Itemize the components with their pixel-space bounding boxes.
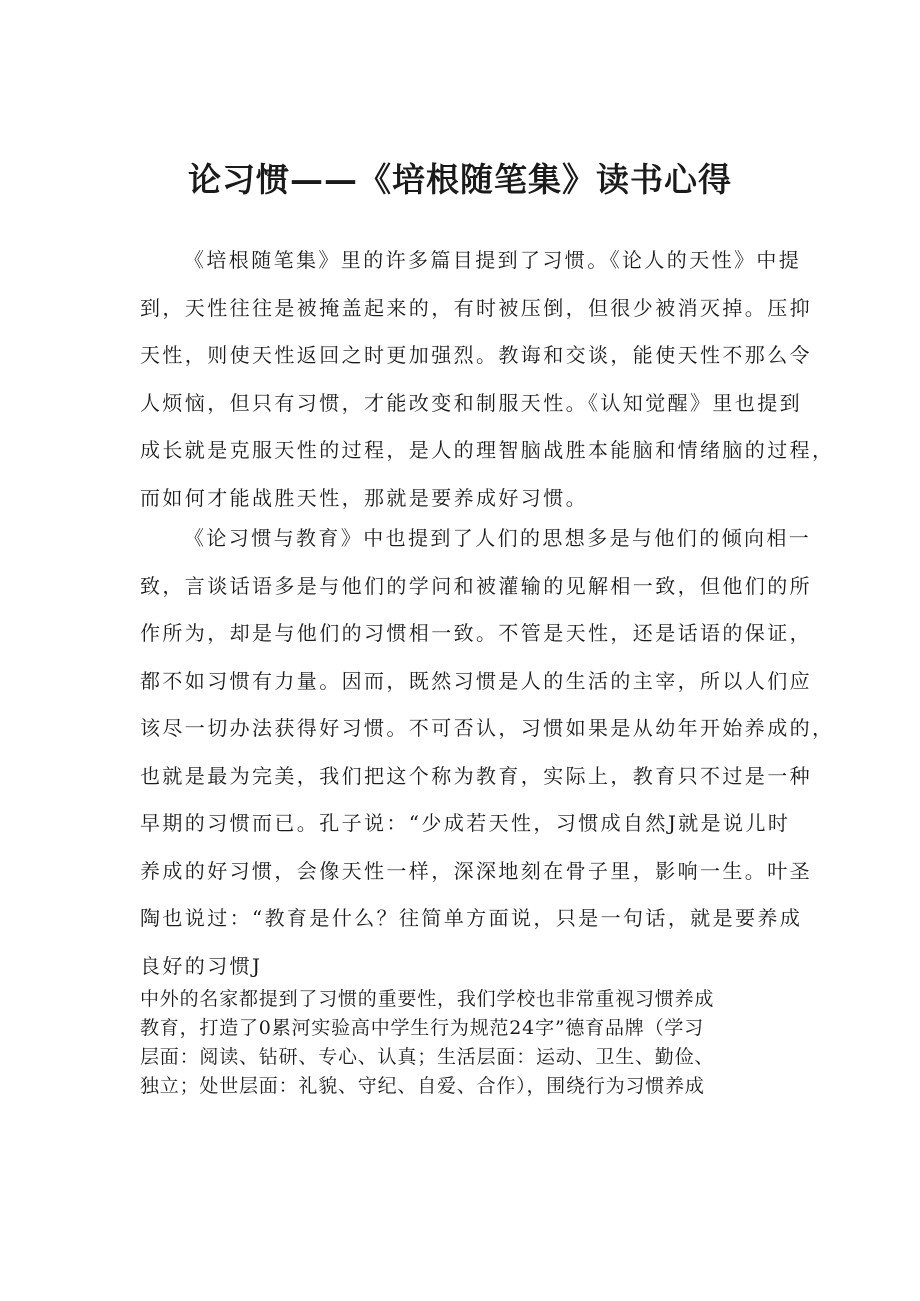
text-line: 独立；处世层面：礼貌、守纪、自爱、合作），围绕行为习惯养成 [140,1075,705,1097]
text-line: 该尽一切办法获得好习惯。不可否认，习惯如果是从幼年开始养成的， [140,716,835,740]
text-line: 作所为，却是与他们的习惯相一致。不管是天性，还是话语的保证， [140,621,812,645]
text-line: 陶也说过：“教育是什么？往简单方面说，只是一句话，就是要养成 [140,906,803,930]
text-line: 天性，则使天性返回之时更加强烈。教诲和交谈，能使天性不那么令 [140,343,812,367]
text-line: 《论习惯与教育》中也提到了人们的思想多是与他们的倾向相一 [184,526,812,550]
text-line: 良好的习惯J [140,953,263,978]
paragraph-habit-and-education [140,515,835,990]
text-line: 《培根随笔集》里的许多篇目提到了习惯。《论人的天性》中提 [184,248,802,272]
text-line: 也就是最为完美，我们把这个称为教育，实际上，教育只不过是一种 [140,763,812,788]
text-line: 早期的习惯而已。孔子说：“少成若天性，习惯成自然J就是说儿时 [140,811,791,835]
text-line: 都不如习惯有力量。因而，既然习惯是人的生活的主宰，所以人们应 [140,668,812,693]
document-title: 论习惯——《培根随笔集》读书心得 [188,160,732,200]
text-line: 而如何才能战胜天性，那就是要养成好习惯。 [140,485,588,510]
text-line: 致，言谈话语多是与他们的学问和被灌输的见解相一致，但他们的所 [140,573,812,598]
text-line: 人烦恼，但只有习惯，才能改变和制服天性。《认知觉醒》里也提到 [140,390,802,415]
text-line: 教育，打造了0累河实验高中学生行为规范24字”德育品牌（学习 [140,1017,704,1039]
text-line: 中外的名家都提到了习惯的重要性，我们学校也非常重视习惯养成 [140,988,715,1010]
text-line: 养成的好习惯，会像天性一样，深深地刻在骨子里，影响一生。叶圣 [140,858,812,883]
text-line: 成长就是克服天性的过程，是人的理智脑战胜本能脑和情绪脑的过程， [140,438,835,462]
text-line: 层面：阅读、钻研、专心、认真；生活层面：运动、卫生、勤俭、 [140,1046,715,1068]
text-line: 到，天性往往是被掩盖起来的，有时被压倒，但很少被消灭掉。压抑 [140,295,812,320]
paragraph-school-practice [140,985,812,1101]
paragraph-habit-and-nature [140,237,835,522]
